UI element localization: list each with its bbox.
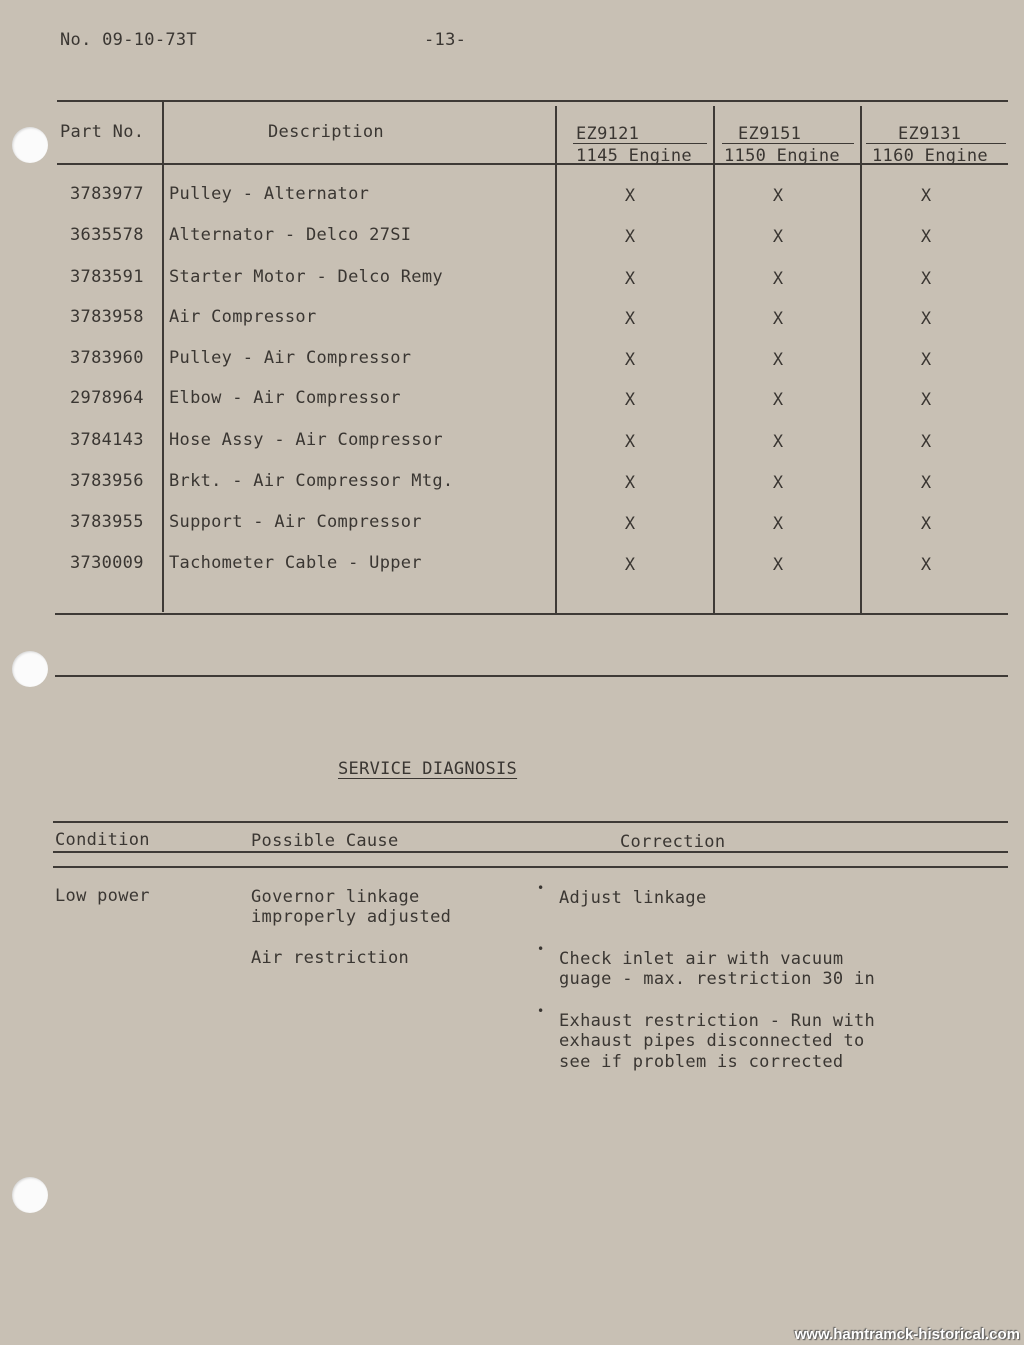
- mark-model-3: X: [920, 390, 932, 410]
- mark-model-3: X: [920, 186, 932, 206]
- mark-model-1: X: [624, 350, 636, 370]
- table-bottom-rule: [55, 613, 1008, 615]
- cause-line: Air restriction: [251, 948, 410, 968]
- table-divider-model1: [713, 106, 715, 614]
- correction-line: Adjust linkage: [559, 888, 707, 908]
- part-number: 3783956: [70, 471, 144, 491]
- part-description: Support - Air Compressor: [169, 512, 422, 532]
- mark-model-1: X: [624, 432, 636, 452]
- mark-model-2: X: [772, 555, 784, 575]
- mark-model-2: X: [772, 390, 784, 410]
- part-description: Starter Motor - Delco Remy: [169, 267, 443, 287]
- part-number: 3783591: [70, 267, 144, 287]
- part-description: Tachometer Cable - Upper: [169, 553, 422, 573]
- model-code-2: EZ9151: [738, 124, 802, 144]
- mark-model-2: X: [772, 432, 784, 452]
- document-number: No. 09-10-73T: [60, 30, 197, 50]
- binder-hole-top: [12, 127, 48, 163]
- mark-model-3: X: [920, 227, 932, 247]
- mark-model-2: X: [772, 514, 784, 534]
- mark-model-1: X: [624, 309, 636, 329]
- correction-line: Check inlet air with vacuum: [559, 949, 844, 969]
- part-number: 3783977: [70, 184, 144, 204]
- mark-model-3: X: [920, 350, 932, 370]
- binder-hole-middle: [12, 651, 48, 687]
- part-number: 3783958: [70, 307, 144, 327]
- correction-line: exhaust pipes disconnected to: [559, 1031, 865, 1051]
- table-top-rule: [57, 100, 1008, 102]
- mark-model-3: X: [920, 309, 932, 329]
- model-code-2-rule: [722, 143, 854, 144]
- part-description: Air Compressor: [169, 307, 317, 327]
- mark-model-2: X: [772, 227, 784, 247]
- diagnosis-header-rule: [53, 851, 1008, 853]
- table-divider-part: [162, 100, 164, 612]
- mark-model-1: X: [624, 227, 636, 247]
- diagnosis-header-rule-2: [53, 866, 1008, 868]
- bullet-icon: •: [537, 1004, 545, 1018]
- cause-line: Governor linkage: [251, 887, 420, 907]
- part-number: 2978964: [70, 388, 144, 408]
- column-header-description: Description: [268, 122, 384, 142]
- model-code-3-rule: [866, 143, 1006, 144]
- model-engine-2: 1150 Engine: [724, 146, 840, 166]
- diagnosis-top-rule: [53, 821, 1008, 823]
- table-header-rule: [57, 163, 1008, 165]
- model-code-1: EZ9121: [576, 124, 640, 144]
- part-description: Elbow - Air Compressor: [169, 388, 401, 408]
- bullet-icon: •: [537, 942, 545, 956]
- correction-line: see if problem is corrected: [559, 1052, 844, 1072]
- page-number: -13-: [424, 30, 467, 50]
- correction-line: Exhaust restriction - Run with: [559, 1011, 876, 1031]
- mark-model-1: X: [624, 514, 636, 534]
- section-separator: [55, 675, 1008, 677]
- part-description: Hose Assy - Air Compressor: [169, 430, 443, 450]
- mark-model-1: X: [624, 269, 636, 289]
- part-description: Alternator - Delco 27SI: [169, 225, 412, 245]
- mark-model-3: X: [920, 555, 932, 575]
- part-description: Pulley - Air Compressor: [169, 348, 412, 368]
- part-number: 3784143: [70, 430, 144, 450]
- model-engine-1: 1145 Engine: [576, 146, 692, 166]
- mark-model-1: X: [624, 555, 636, 575]
- table-divider-model2: [860, 106, 862, 614]
- mark-model-2: X: [772, 309, 784, 329]
- column-header-correction: Correction: [620, 832, 726, 852]
- mark-model-3: X: [920, 432, 932, 452]
- part-number: 3783960: [70, 348, 144, 368]
- model-code-3: EZ9131: [898, 124, 962, 144]
- condition-text: Low power: [55, 886, 150, 906]
- column-header-possible-cause: Possible Cause: [251, 831, 399, 851]
- column-header-part-no: Part No.: [60, 122, 145, 142]
- bullet-icon: •: [537, 881, 545, 895]
- model-code-1-rule: [573, 143, 707, 144]
- correction-line: guage - max. restriction 30 in: [559, 969, 876, 989]
- cause-line: improperly adjusted: [251, 907, 452, 927]
- mark-model-1: X: [624, 390, 636, 410]
- part-number: 3635578: [70, 225, 144, 245]
- mark-model-3: X: [920, 473, 932, 493]
- mark-model-2: X: [772, 350, 784, 370]
- mark-model-3: X: [920, 269, 932, 289]
- part-description: Pulley - Alternator: [169, 184, 370, 204]
- watermark: www.hamtramck-historical.com: [794, 1326, 1020, 1343]
- mark-model-3: X: [920, 514, 932, 534]
- column-header-condition: Condition: [55, 830, 150, 850]
- mark-model-1: X: [624, 473, 636, 493]
- model-engine-3: 1160 Engine: [872, 146, 988, 166]
- mark-model-2: X: [772, 269, 784, 289]
- binder-hole-bottom: [12, 1177, 48, 1213]
- table-divider-desc: [555, 106, 557, 614]
- section-title: SERVICE DIAGNOSIS: [338, 759, 518, 779]
- mark-model-1: X: [624, 186, 636, 206]
- part-number: 3730009: [70, 553, 144, 573]
- part-description: Brkt. - Air Compressor Mtg.: [169, 471, 454, 491]
- part-number: 3783955: [70, 512, 144, 532]
- mark-model-2: X: [772, 186, 784, 206]
- mark-model-2: X: [772, 473, 784, 493]
